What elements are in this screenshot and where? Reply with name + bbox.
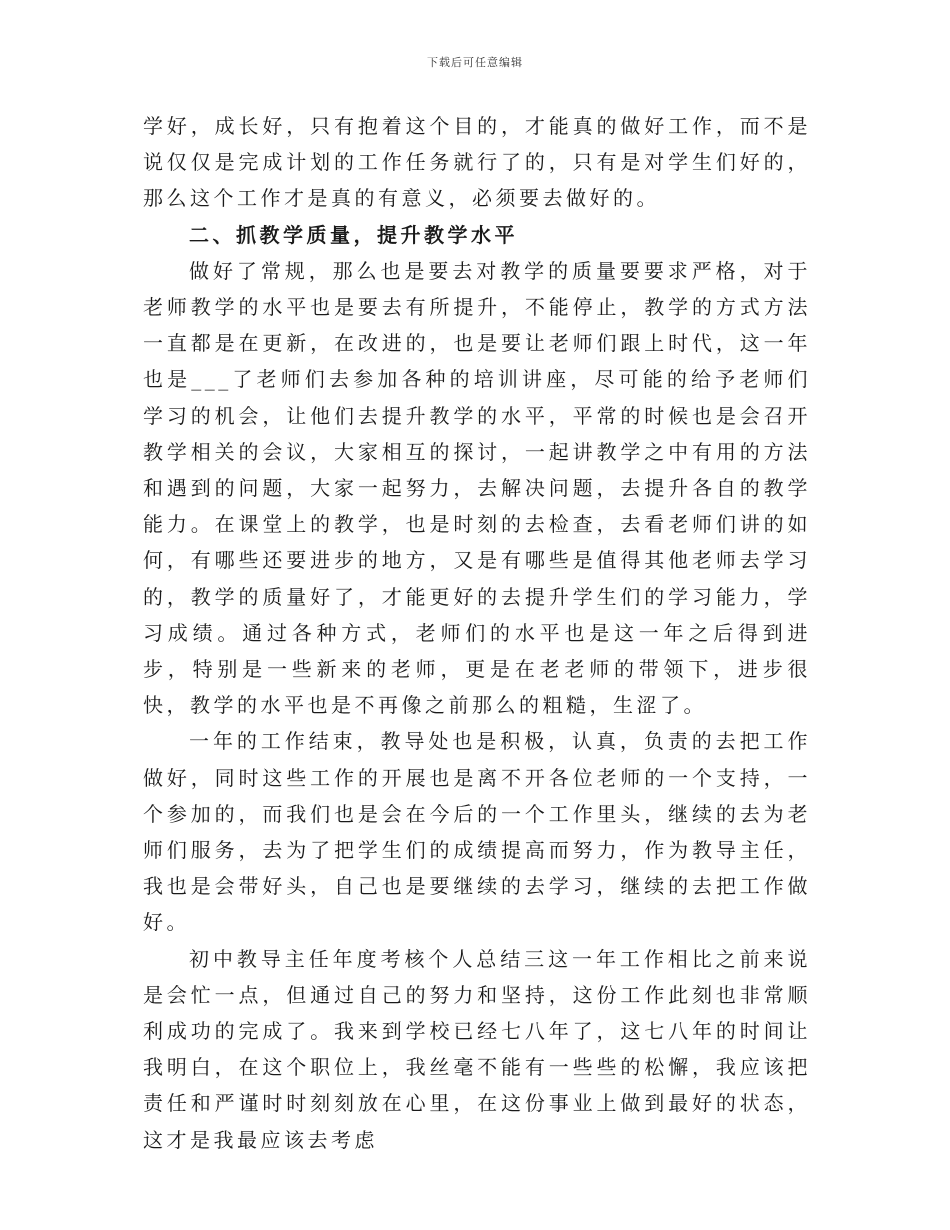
paragraph-4: 初中教导主任年度考核个人总结三这一年工作相比之前来说是会忙一点，但通过自己的努力和坚持，这份工作此刻也非常顺利成功的完成了。我来到学校已经七八年了，这七八年的时间让我明白，在这个职位上，我丝毫不能有一些些的松懈，我应该把责任和严谨时时刻刻放在心里，在这份事业上做到最好的状态，这才是我最应该去考虑: [143, 946, 811, 1152]
section-heading: 二、抓教学质量，提升教学水平: [189, 222, 518, 247]
paragraph-1: 学好，成长好，只有抱着这个目的，才能真的做好工作，而不是说仅仅是完成计划的工作任务就行了的，只有是对学生们好的，那么这个工作才是真的有意义，必须要去做好的。: [143, 114, 811, 211]
document-body: [143, 108, 811, 1158]
paragraph-3: 一年的工作结束，教导处也是积极，认真，负责的去把工作做好，同时这些工作的开展也是离不开各位老师的一个支持，一个参加的，而我们也是会在今后的一个工作里头，继续的去为老师们服务，去为了把学生们的成绩提高而努力，作为教导主任，我也是会带好头，自己也是要继续的去学习，继续的去把工作做好。: [143, 729, 811, 935]
paragraph-2: 做好了常规，那么也是要去对教学的质量要要求严格，对于老师教学的水平也是要去有所提升，不能停止，教学的方式方法一直都是在更新，在改进的，也是要让老师们跟上时代，这一年也是___了老师们去参加各种的培训讲座，尽可能的给予老师们学习的机会，让他们去提升教学的水平，平常的时候也是会召开教学相关的会议，大家相互的探讨，一起讲教学之中有用的方法和遇到的问题，大家一起努力，去解决问题，去提升各自的教学能力。在课堂上的教学，也是时刻的去检查，去看老师们讲的如何，有哪些还要进步的地方，又是有哪些是值得其他老师去学习的，教学的质量好了，才能更好的去提升学生们的学习能力，学习成绩。通过各种方式，老师们的水平也是这一年之后得到进步，特别是一些新来的老师，更是在老老师的带领下，进步很快，教学的水平也是不再像之前那么的粗糙，生涩了。: [143, 258, 811, 718]
page-header: 下载后可任意编辑: [427, 56, 523, 69]
